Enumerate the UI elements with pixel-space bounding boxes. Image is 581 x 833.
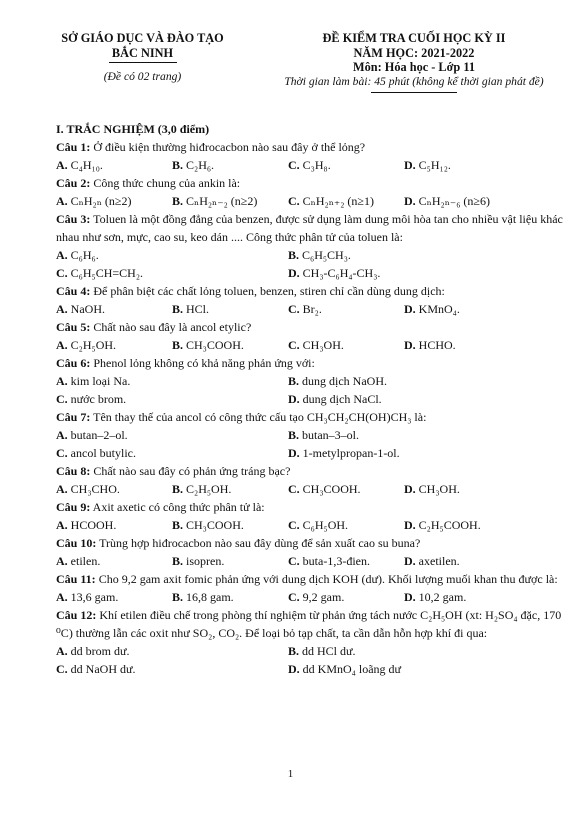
options-row: [56, 642, 564, 660]
question-label: Câu 8:: [56, 464, 91, 478]
option-a: [56, 336, 172, 354]
option-a: [56, 300, 172, 318]
option-letter: B.: [172, 302, 184, 316]
option-letter: D.: [288, 392, 300, 406]
question-10: [56, 534, 564, 552]
option-text: 1-metylpropan-1-ol.: [302, 446, 400, 460]
question-6: [56, 354, 564, 372]
option-b: [288, 642, 356, 660]
option-letter: D.: [288, 266, 300, 280]
question-label: Câu 5:: [56, 320, 91, 334]
option-text: kim loại Na.: [70, 374, 131, 388]
option-a: [56, 642, 288, 660]
option-text: HCOOH.: [70, 518, 117, 532]
option-letter: C.: [56, 266, 68, 280]
question-text: Ở điều kiện thường hiđrocacbon nào sau đây ở thể lỏng?: [90, 140, 366, 154]
option-letter: A.: [56, 248, 68, 262]
option-letter: C.: [288, 518, 300, 532]
option-b: [172, 192, 288, 210]
question-label: Câu 12:: [56, 608, 97, 622]
question-label: Câu 2:: [56, 176, 91, 190]
subject: Môn: Hóa học - Lớp 11: [353, 60, 475, 74]
question-text: Trùng hợp hiđrocacbon nào sau đây dùng để sản xuất cao su buna?: [96, 536, 421, 550]
option-c: [288, 516, 404, 534]
option-letter: C.: [288, 194, 300, 208]
option-text: C₆H₅OH.: [302, 518, 349, 532]
option-d: [288, 660, 401, 678]
option-letter: B.: [172, 518, 184, 532]
option-d: [404, 192, 490, 210]
option-a: [56, 588, 172, 606]
question-label: Câu 11:: [56, 572, 96, 586]
header-left: [45, 31, 240, 84]
option-letter: D.: [404, 194, 416, 208]
question-12: [56, 606, 564, 642]
question-label: Câu 1:: [56, 140, 91, 154]
question-text: Khí etilen điều chế trong phòng thí nghiệm từ phản ứng tách nước C₂H₅OH (xt: H₂SO₄ đặc, 170 ⁰C) thường lẫn các oxit như SO₂, CO₂. Để loại bỏ tạp chất, ta cần dẫn hỗn hợp khí đi qua:: [56, 608, 562, 640]
options-row: [56, 660, 564, 678]
option-c: [56, 660, 288, 678]
options-row: [56, 588, 564, 606]
question-text: Để phân biệt các chất lỏng toluen, benzen, stiren chỉ cần dùng dung dịch:: [90, 284, 445, 298]
option-letter: A.: [56, 194, 68, 208]
option-b: [172, 156, 288, 174]
header-right: [258, 31, 570, 100]
question-text: Công thức chung của ankin là:: [90, 176, 241, 190]
option-text: CₙH₂ₙ (n≥2): [70, 194, 132, 208]
option-text: C₂H₅OH.: [186, 482, 232, 496]
option-text: Br₂.: [302, 302, 322, 316]
option-text: C₂H₆.: [186, 158, 215, 172]
option-c: [56, 264, 288, 282]
option-text: dung dịch NaCl.: [302, 392, 382, 406]
option-letter: C.: [288, 158, 300, 172]
question-7: [56, 408, 564, 426]
option-b: [172, 300, 288, 318]
option-letter: D.: [404, 302, 416, 316]
option-letter: D.: [404, 482, 416, 496]
option-text: CH₃COOH.: [186, 338, 244, 352]
option-text: 13,6 gam.: [70, 590, 119, 604]
option-d: [404, 156, 451, 174]
option-a: [56, 372, 288, 390]
option-letter: D.: [288, 662, 300, 676]
option-text: butan–2–ol.: [70, 428, 128, 442]
option-text: HCHO.: [418, 338, 456, 352]
question-label: Câu 9:: [56, 500, 91, 514]
option-letter: A.: [56, 302, 68, 316]
option-text: buta-1,3-đien.: [302, 554, 370, 568]
option-text: isopren.: [186, 554, 225, 568]
question-label: Câu 4:: [56, 284, 91, 298]
option-text: KMnO₄.: [418, 302, 460, 316]
option-letter: D.: [404, 158, 416, 172]
option-text: CₙH₂ₙ₊₂ (n≥1): [302, 194, 375, 208]
option-b: [288, 246, 351, 264]
option-b: [172, 552, 288, 570]
option-letter: C.: [56, 446, 68, 460]
question-3: [56, 210, 564, 246]
option-text: dd brom dư.: [70, 644, 130, 658]
option-text: etilen.: [70, 554, 101, 568]
header-right-rule: [371, 92, 457, 93]
question-11: [56, 570, 564, 588]
exam-title: ĐỀ KIỂM TRA CUỐI HỌC KỲ II: [322, 31, 506, 45]
option-letter: C.: [288, 338, 300, 352]
options-row: [56, 336, 564, 354]
option-letter: D.: [288, 446, 300, 460]
option-letter: A.: [56, 158, 68, 172]
option-text: C₂H₅COOH.: [418, 518, 481, 532]
province-name: BẮC NINH: [111, 45, 174, 60]
option-text: CH₃OH.: [302, 338, 344, 352]
options-row: [56, 192, 564, 210]
option-text: NaOH.: [70, 302, 105, 316]
options-row: [56, 246, 564, 264]
question-text: Chất nào sau đây là ancol etylic?: [90, 320, 252, 334]
option-letter: A.: [56, 428, 68, 442]
option-letter: A.: [56, 590, 68, 604]
option-c: [288, 336, 404, 354]
question-text: Toluen là một đồng đẳng của benzen, được sử dụng làm dung môi hòa tan cho nhiều vật liệu khác nhau như sơn, mực, cao su, keo dán .... Công thức phân tử của toluen là:: [56, 212, 563, 244]
option-text: CₙH₂ₙ₋₆ (n≥6): [418, 194, 491, 208]
option-text: C₆H₅CH=CH₂.: [70, 266, 143, 280]
options-row: [56, 480, 564, 498]
option-text: dd HCl dư.: [302, 644, 356, 658]
options-row: [56, 156, 564, 174]
option-d: [288, 264, 380, 282]
option-letter: C.: [288, 554, 300, 568]
option-d: [404, 588, 466, 606]
option-text: C₅H₁₂.: [418, 158, 451, 172]
option-d: [404, 300, 460, 318]
option-letter: A.: [56, 374, 68, 388]
option-text: CH₃-C₆H₄-CH₃.: [302, 266, 381, 280]
option-letter: B.: [172, 482, 184, 496]
option-text: 10,2 gam.: [418, 590, 467, 604]
option-text: butan–3–ol.: [302, 428, 360, 442]
option-text: CH₃OH.: [418, 482, 460, 496]
option-letter: D.: [404, 590, 416, 604]
option-d: [404, 480, 460, 498]
options-row: [56, 390, 564, 408]
option-letter: B.: [288, 374, 300, 388]
option-letter: B.: [288, 248, 300, 262]
option-text: dd KMnO₄ loãng dư: [302, 662, 402, 676]
time-note: Thời gian làm bài: 45 phút (không kể thời gian phát đề): [284, 74, 544, 88]
option-letter: B.: [172, 554, 184, 568]
option-letter: D.: [404, 554, 416, 568]
option-b: [172, 516, 288, 534]
option-text: CH₃COOH.: [302, 482, 361, 496]
option-a: [56, 480, 172, 498]
question-label: Câu 10:: [56, 536, 97, 550]
department-name: SỞ GIÁO DỤC VÀ ĐÀO TẠO: [61, 31, 224, 45]
option-text: C₃H₈.: [302, 158, 331, 172]
options-row: [56, 264, 564, 282]
option-c: [288, 480, 404, 498]
option-text: CH₃CHO.: [70, 482, 120, 496]
option-letter: A.: [56, 518, 68, 532]
exam-body: [56, 120, 564, 678]
option-letter: D.: [404, 518, 416, 532]
option-letter: A.: [56, 644, 68, 658]
option-a: [56, 426, 288, 444]
question-label: Câu 7:: [56, 410, 91, 424]
page-number: 1: [287, 768, 294, 780]
option-letter: C.: [288, 482, 300, 496]
question-5: [56, 318, 564, 336]
option-letter: A.: [56, 554, 68, 568]
option-a: [56, 156, 172, 174]
option-text: axetilen.: [418, 554, 460, 568]
option-b: [172, 336, 288, 354]
option-c: [56, 444, 288, 462]
option-text: 9,2 gam.: [302, 590, 345, 604]
option-text: CH₃COOH.: [186, 518, 244, 532]
options-row: [56, 444, 564, 462]
option-letter: B.: [172, 194, 184, 208]
options-row: [56, 300, 564, 318]
option-letter: C.: [56, 662, 68, 676]
option-b: [172, 588, 288, 606]
option-text: C₆H₆.: [70, 248, 99, 262]
option-a: [56, 246, 288, 264]
option-text: nước brom.: [70, 392, 127, 406]
options-row: [56, 516, 564, 534]
option-a: [56, 552, 172, 570]
option-letter: D.: [404, 338, 416, 352]
option-c: [56, 390, 288, 408]
section-title: I. TRẮC NGHIỆM (3,0 điểm): [56, 122, 210, 136]
option-text: C₄H₁₀.: [70, 158, 103, 172]
option-letter: B.: [288, 644, 300, 658]
option-text: C₆H₅CH₃.: [302, 248, 351, 262]
option-d: [404, 336, 456, 354]
option-letter: C.: [288, 302, 300, 316]
question-text: Axit axetic có công thức phân tử là:: [90, 500, 265, 514]
option-letter: A.: [56, 338, 68, 352]
option-c: [288, 300, 404, 318]
option-text: dd NaOH dư.: [70, 662, 136, 676]
option-d: [404, 516, 481, 534]
question-label: Câu 3:: [56, 212, 91, 226]
option-letter: C.: [56, 392, 68, 406]
option-letter: B.: [172, 158, 184, 172]
school-year: NĂM HỌC: 2021-2022: [353, 45, 475, 60]
question-4: [56, 282, 564, 300]
question-text: Chất nào sau đây có phản ứng tráng bạc?: [90, 464, 291, 478]
option-a: [56, 516, 172, 534]
option-text: dung dịch NaOH.: [302, 374, 387, 388]
option-text: CₙH₂ₙ₋₂ (n≥2): [186, 194, 258, 208]
option-b: [288, 372, 387, 390]
options-row: [56, 372, 564, 390]
question-8: [56, 462, 564, 480]
question-1: [56, 138, 564, 156]
question-text: Tên thay thế của ancol có công thức cấu tạo CH₃CH₂CH(OH)CH₃ là:: [90, 410, 427, 424]
question-9: [56, 498, 564, 516]
option-b: [172, 480, 288, 498]
option-letter: B.: [288, 428, 300, 442]
options-row: [56, 426, 564, 444]
option-c: [288, 156, 404, 174]
option-d: [404, 552, 460, 570]
question-2: [56, 174, 564, 192]
option-text: 16,8 gam.: [186, 590, 234, 604]
option-text: HCl.: [186, 302, 210, 316]
question-label: Câu 6:: [56, 356, 91, 370]
option-letter: B.: [172, 590, 184, 604]
page-count-note: (Đề có 02 trang): [103, 70, 182, 83]
question-text: Phenol lỏng không có khả năng phản ứng với:: [90, 356, 315, 370]
option-d: [288, 390, 382, 408]
option-letter: A.: [56, 482, 68, 496]
option-c: [288, 192, 404, 210]
header-left-rule: [109, 62, 177, 63]
option-text: C₂H₅OH.: [70, 338, 117, 352]
option-c: [288, 552, 404, 570]
option-text: ancol butylic.: [70, 446, 136, 460]
option-b: [288, 426, 359, 444]
option-letter: B.: [172, 338, 184, 352]
option-letter: C.: [288, 590, 300, 604]
options-row: [56, 552, 564, 570]
question-text: Cho 9,2 gam axit fomic phản ứng với dung dịch KOH (dư). Khối lượng muối khan thu được là:: [95, 572, 558, 586]
option-a: [56, 192, 172, 210]
option-c: [288, 588, 404, 606]
option-d: [288, 444, 400, 462]
